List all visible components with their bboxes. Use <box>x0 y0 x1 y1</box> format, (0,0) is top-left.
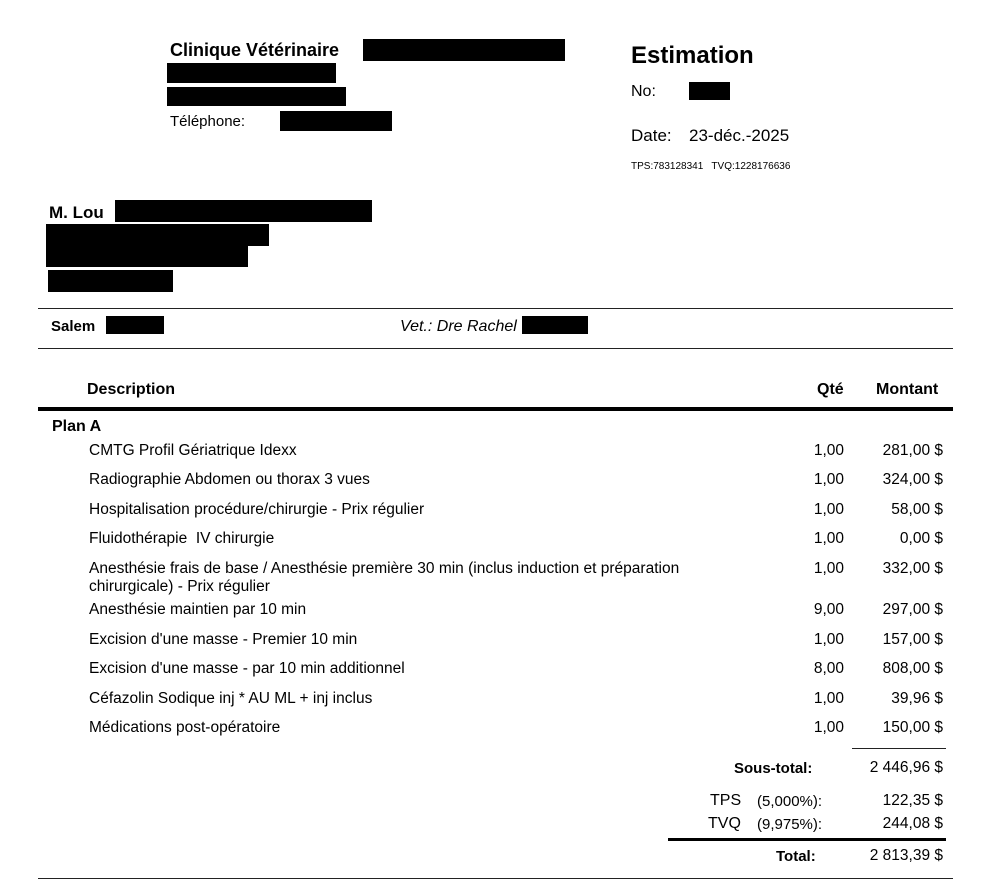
redacted-client-address-2 <box>46 246 248 267</box>
column-header-description: Description <box>87 381 176 398</box>
item-description: Excision d'une masse - par 10 min additionnel <box>89 660 405 677</box>
redacted-document-number <box>689 82 730 100</box>
document-date-label: Date: <box>631 126 672 145</box>
tps-value: 122,35 $ <box>882 792 943 809</box>
tps-label: TPS <box>710 792 742 809</box>
redacted-clinic-address-1 <box>167 63 336 83</box>
redacted-client-name <box>115 200 372 222</box>
tvq-rate: (9,975%): <box>757 816 823 833</box>
footer-divider <box>38 878 953 879</box>
total-divider <box>668 838 946 841</box>
item-description: Médications post-opératoire <box>89 719 281 736</box>
redacted-vet-name <box>522 316 588 334</box>
redacted-clinic-address-2 <box>167 87 346 106</box>
item-qty: 1,00 <box>813 471 844 488</box>
item-description: Radiographie Abdomen ou thorax 3 vues <box>89 471 370 488</box>
table-header-divider <box>38 407 953 411</box>
item-qty: 1,00 <box>813 501 844 518</box>
item-qty: 1,00 <box>813 442 844 459</box>
item-amount: 150,00 $ <box>882 719 943 736</box>
item-qty: 1,00 <box>813 719 844 736</box>
item-qty: 1,00 <box>813 560 844 577</box>
item-description: Céfazolin Sodique inj * AU ML + inj inclus <box>89 690 373 707</box>
item-qty: 9,00 <box>813 601 844 618</box>
item-qty: 1,00 <box>813 631 844 648</box>
item-amount: 808,00 $ <box>882 660 943 677</box>
redacted-client-address-3 <box>48 270 173 292</box>
subtotal-label: Sous-total: <box>734 760 813 777</box>
column-header-amount: Montant <box>876 381 939 398</box>
clinic-phone-label: Téléphone: <box>170 113 246 130</box>
item-description: Anesthésie maintien par 10 min <box>89 601 307 618</box>
redacted-clinic-phone <box>280 111 392 131</box>
tvq-value: 244,08 $ <box>882 815 943 832</box>
item-amount: 0,00 $ <box>899 530 943 547</box>
patient-name: Salem <box>51 318 96 335</box>
document-date-value: 23-déc.-2025 <box>689 126 790 145</box>
item-description: Fluidothérapie IV chirurgie <box>89 530 275 547</box>
vet-label: Vet.: Dre Rachel <box>400 318 517 335</box>
item-amount: 58,00 $ <box>891 501 943 518</box>
item-amount: 297,00 $ <box>882 601 943 618</box>
patient-top-divider <box>38 308 953 309</box>
document-title: Estimation <box>631 42 754 69</box>
item-amount: 157,00 $ <box>882 631 943 648</box>
subtotal-value: 2 446,96 $ <box>869 759 943 776</box>
tvq-label: TVQ <box>708 815 741 832</box>
total-label: Total: <box>776 848 816 865</box>
item-amount: 281,00 $ <box>882 442 943 459</box>
item-description: Hospitalisation procédure/chirurgie - Prix régulier <box>89 501 425 518</box>
column-header-qty: Qté <box>817 381 844 398</box>
patient-bottom-divider <box>38 348 953 349</box>
item-qty: 8,00 <box>813 660 844 677</box>
item-qty: 1,00 <box>813 530 844 547</box>
redacted-clinic-name <box>363 39 565 61</box>
item-amount: 324,00 $ <box>882 471 943 488</box>
redacted-client-address-1 <box>46 224 269 246</box>
redacted-patient-id <box>106 316 164 334</box>
item-description: CMTG Profil Gériatrique Idexx <box>89 442 297 459</box>
client-name: M. Lou <box>49 203 104 222</box>
document-number-label: No: <box>631 83 656 100</box>
item-amount: 332,00 $ <box>882 560 943 577</box>
item-description: Anesthésie frais de base / Anesthésie première 30 min (inclus induction et préparation chirurgicale) - Prix régulier <box>89 560 680 595</box>
subtotal-divider <box>852 748 946 749</box>
item-qty: 1,00 <box>813 690 844 707</box>
total-value: 2 813,39 $ <box>869 847 943 864</box>
plan-label: Plan A <box>52 418 102 435</box>
clinic-name: Clinique Vétérinaire <box>170 40 340 60</box>
item-amount: 39,96 $ <box>891 690 943 707</box>
tps-rate: (5,000%): <box>757 793 823 810</box>
item-description: Excision d'une masse - Premier 10 min <box>89 631 358 648</box>
tax-ids: TPS:783128341 TVQ:1228176636 <box>631 161 791 172</box>
